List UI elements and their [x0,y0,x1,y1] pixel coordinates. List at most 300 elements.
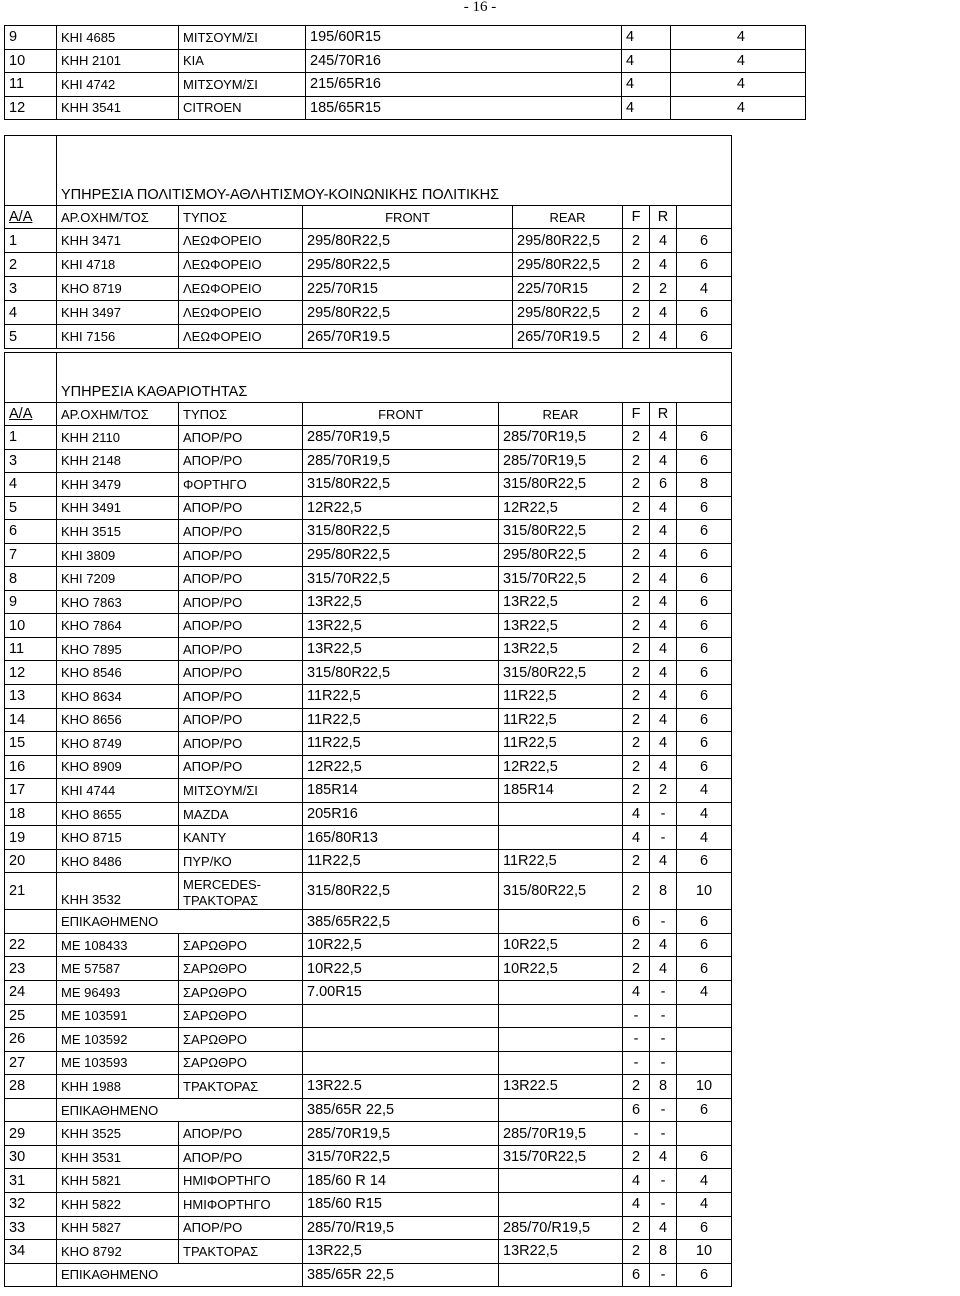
table-row [5,849,732,873]
rear-tire [499,1192,623,1216]
rear-tire: 315/70R22,5 [499,567,623,591]
vehicle-type: ΜΙΤΣΟΥΜ/ΣΙ [179,779,303,803]
column-header-type: ΤΥΠΟΣ [179,403,303,426]
rear-count: 2 [650,277,677,301]
rear-tire: 285/70R19,5 [499,426,623,450]
plate-number: ΚΗΟ 8655 [57,802,179,826]
row-number: 24 [5,981,57,1005]
row-number: 20 [5,849,57,873]
row-number: 7 [5,543,57,567]
vehicle-type: ΑΠΟΡ/ΡΟ [179,661,303,685]
column-header-f: F [623,403,650,426]
vehicle-type: ΣΑΡΩΘΡΟ [179,957,303,981]
rear-count: 4 [650,1216,677,1240]
table-row [5,1075,732,1099]
plate-number: ΚΗΗ 5822 [57,1192,179,1216]
rear-count: - [650,1192,677,1216]
rear-count: - [650,1263,677,1287]
front-tire [303,1028,499,1052]
rear-count: 4 [650,1145,677,1169]
plate-number: ΚΗΗ 3531 [57,1145,179,1169]
front-tire: 295/80R22,5 [303,543,499,567]
total-count: 8 [677,473,732,497]
front-tire: 13R22,5 [303,637,499,661]
front-count: 2 [623,449,650,473]
column-header-front: FRONT [303,403,499,426]
total-count: 6 [677,933,732,957]
front-tire: 315/80R22,5 [303,873,499,910]
row-number: 6 [5,520,57,544]
table-row [5,1192,732,1216]
blank-cell [677,403,732,426]
front-count: 2 [623,520,650,544]
row-number: 33 [5,1216,57,1240]
vehicle-type: ΑΠΟΡ/ΡΟ [179,755,303,779]
plate-number: ΚΗΙ 7209 [57,567,179,591]
row-number: 5 [5,496,57,520]
column-header-aa: Α/Α [5,403,57,426]
vehicle-type: ΑΠΟΡ/ΡΟ [179,567,303,591]
table-row [5,1216,732,1240]
tire-size: 185/65R15 [306,96,622,120]
row-number [5,1098,57,1122]
front-count: 2 [623,614,650,638]
rear-tire: 13R22,5 [499,1240,623,1264]
total-count: 6 [677,957,732,981]
front-tire: 285/70R19,5 [303,1122,499,1146]
rear-count: - [650,1098,677,1122]
plate-number: ΚΗΗ 3541 [57,96,179,120]
front-count: 4 [623,1192,650,1216]
section-title: ΥΠΗΡΕΣΙΑ ΚΑΘΑΡΙΟΤΗΤΑΣ [57,353,732,403]
plate-number: ΚΗΗ 3471 [57,229,179,253]
rear-tire: 11R22,5 [499,732,623,756]
front-count: 2 [623,849,650,873]
total-count: 6 [677,229,732,253]
tire-size: 215/65R16 [306,73,622,97]
rear-tire: 265/70R19.5 [513,325,623,349]
front-tire: 185R14 [303,779,499,803]
rear-tire: 295/80R22,5 [513,253,623,277]
row-number: 11 [5,73,57,97]
front-count: 6 [623,1098,650,1122]
total-count: 6 [677,496,732,520]
plate-number: ΚΗΙ 4744 [57,779,179,803]
plate-number: ΚΗΟ 7864 [57,614,179,638]
column-header-r: R [650,206,677,229]
table-row [5,473,732,497]
front-tire: 295/80R22,5 [303,253,513,277]
total-count: 10 [677,873,732,910]
front-count: 4 [623,826,650,850]
plate-number: ΚΗΙ 4685 [57,26,179,50]
front-tire: 11R22,5 [303,732,499,756]
row-number: 10 [5,614,57,638]
vehicle-type: ΜΙΤΣΟΥΜ/ΣΙ [179,73,306,97]
vehicle-type: ΤΡΑΚΤΟΡΑΣ [179,1240,303,1264]
table-row [5,732,732,756]
front-count: 2 [623,755,650,779]
rear-count: 4 [650,708,677,732]
row-number: 25 [5,1004,57,1028]
vehicle-type: ΑΠΟΡ/ΡΟ [179,614,303,638]
plate-number: ΚΗΗ 3491 [57,496,179,520]
front-tire: 265/70R19.5 [303,325,513,349]
rear-count: - [650,1028,677,1052]
row-number: 1 [5,426,57,450]
plate-number: ΚΗΙ 4742 [57,73,179,97]
vehicle-type: ΑΠΟΡ/ΡΟ [179,1216,303,1240]
table-row [5,1098,732,1122]
rear-tire [499,1028,623,1052]
plate-number: ΚΗΗ 2148 [57,449,179,473]
table-row [5,253,732,277]
rear-tire: 11R22,5 [499,708,623,732]
rear-count: 4 [650,685,677,709]
row-number: 18 [5,802,57,826]
total-count: 4 [677,981,732,1005]
header-row [5,403,732,426]
plate-number: ΜΕ 108433 [57,933,179,957]
front-count: 4 [623,981,650,1005]
column-header-plate: ΑΡ.ΟΧΗΜ/ΤΟΣ [57,403,179,426]
rear-tire: 13R22,5 [499,637,623,661]
row-number: 4 [5,301,57,325]
vehicle-type: ΛΕΩΦΟΡΕΙΟ [179,229,303,253]
row-number: 4 [5,473,57,497]
rear-tire: 315/80R22,5 [499,661,623,685]
front-count: - [623,1122,650,1146]
table-row [5,229,732,253]
vehicle-type: ΗΜΙΦΟΡΤΗΓΟ [179,1192,303,1216]
table-row [5,1004,732,1028]
column-header-rear: REAR [499,403,623,426]
front-count: 4 [622,49,671,73]
section-title: ΥΠΗΡΕΣΙΑ ΠΟΛΙΤΙΣΜΟΥ-ΑΘΛΗΤΙΣΜΟΥ-ΚΟΙΝΩΝΙΚΗΣ ΠΟΛΙΤΙΚΗΣ [57,136,732,206]
front-count: 2 [623,933,650,957]
table-row [5,49,806,73]
rear-tire: 13R22,5 [499,590,623,614]
table-row [5,590,732,614]
rear-tire: 285/70R19,5 [499,449,623,473]
row-number: 15 [5,732,57,756]
front-count: 2 [623,661,650,685]
vehicle-type: ΑΠΟΡ/ΡΟ [179,637,303,661]
row-number: 19 [5,826,57,850]
front-tire: 285/70R19,5 [303,426,499,450]
rear-tire: 11R22,5 [499,685,623,709]
table-row [5,1240,732,1264]
rear-tire [499,826,623,850]
front-count: 2 [623,567,650,591]
front-tire: 10R22,5 [303,957,499,981]
tire-size: 195/60R15 [306,26,622,50]
vehicle-type: CITROEN [179,96,306,120]
plate-number: ΚΗΟ 8634 [57,685,179,709]
rear-count: 4 [650,614,677,638]
total-count: 6 [677,1263,732,1287]
row-number [5,910,57,934]
front-count: - [623,1028,650,1052]
plate-number: ΚΗΙ 4718 [57,253,179,277]
row-number: 14 [5,708,57,732]
vehicle-type: ΑΠΟΡ/ΡΟ [179,708,303,732]
total-count: 6 [677,661,732,685]
rear-tire [499,1051,623,1075]
rear-count: - [650,910,677,934]
row-number: 1 [5,229,57,253]
table-row [5,496,732,520]
front-tire: 385/65R 22,5 [303,1098,499,1122]
front-count: 2 [623,1145,650,1169]
row-number: 32 [5,1192,57,1216]
row-number: 29 [5,1122,57,1146]
total-count: 6 [677,301,732,325]
total-count: 10 [677,1075,732,1099]
table-row [5,96,806,120]
table-row [5,661,732,685]
rear-count: 2 [650,779,677,803]
table-row [5,685,732,709]
vehicle-type: ΣΑΡΩΘΡΟ [179,1004,303,1028]
row-number: 8 [5,567,57,591]
table-row [5,779,732,803]
plate-number: ΜΕ 57587 [57,957,179,981]
plate-number: ΚΗΗ 1988 [57,1075,179,1099]
rear-count: 8 [650,1240,677,1264]
plate-number: ΚΗΗ 3479 [57,473,179,497]
front-tire: 13R22,5 [303,614,499,638]
total-count [677,1028,732,1052]
row-number: 22 [5,933,57,957]
table-row [5,1028,732,1052]
table-row [5,301,732,325]
vehicle-type: ΤΡΑΚΤΟΡΑΣ [179,1075,303,1099]
row-number: 5 [5,325,57,349]
table-row [5,277,732,301]
table-row [5,708,732,732]
total-count: 6 [677,637,732,661]
table-row [5,449,732,473]
column-header-f: F [623,206,650,229]
plate-number: ΚΗΟ 8486 [57,849,179,873]
rear-tire [499,910,623,934]
row-number: 34 [5,1240,57,1264]
rear-count: 4 [650,933,677,957]
table-row [5,755,732,779]
total-count: 6 [677,325,732,349]
vehicle-type: ΑΠΟΡ/ΡΟ [179,543,303,567]
total-count: 6 [677,685,732,709]
table-row [5,933,732,957]
row-number: 9 [5,26,57,50]
front-tire: 13R22,5 [303,1240,499,1264]
front-count: 2 [623,1216,650,1240]
front-count: 2 [623,1240,650,1264]
plate-number: ΚΗΟ 8656 [57,708,179,732]
rear-count: 6 [650,473,677,497]
front-tire: 165/80R13 [303,826,499,850]
rear-tire: 315/80R22,5 [499,473,623,497]
rear-tire: 10R22,5 [499,957,623,981]
front-count: 2 [623,637,650,661]
row-number: 2 [5,253,57,277]
rear-tire: 295/80R22,5 [513,229,623,253]
table-row [5,1169,732,1193]
vehicle-type: ΛΕΩΦΟΡΕΙΟ [179,325,303,349]
total-count: 6 [677,1098,732,1122]
plate-number: ΚΗΗ 2110 [57,426,179,450]
row-number: 3 [5,449,57,473]
rear-count: 4 [650,496,677,520]
front-tire: 11R22,5 [303,849,499,873]
total-count: 4 [677,1192,732,1216]
column-header-r: R [650,403,677,426]
vehicle-type: ΛΕΩΦΟΡΕΙΟ [179,277,303,301]
vehicle-type: ΑΠΟΡ/ΡΟ [179,449,303,473]
header-row [5,206,732,229]
rear-count: 4 [650,426,677,450]
row-number: 27 [5,1051,57,1075]
front-tire: 185/60 R 14 [303,1169,499,1193]
total-count: 6 [677,1216,732,1240]
plate-number: ΕΠΙΚΑΘΗΜΕΝΟ [57,1263,303,1287]
vehicle-type: ΚΑΝΤΥ [179,826,303,850]
front-tire: 11R22,5 [303,685,499,709]
front-tire: 315/80R22,5 [303,661,499,685]
front-count: 2 [623,253,650,277]
total-count: 6 [677,708,732,732]
plate-number: ΚΗΗ 5821 [57,1169,179,1193]
row-number: 21 [5,873,57,910]
front-count: 2 [623,496,650,520]
front-tire: 11R22,5 [303,708,499,732]
plate-number: ΚΗΙ 7156 [57,325,179,349]
front-count: 2 [623,473,650,497]
rear-count: 4 [671,49,806,73]
front-count: - [623,1004,650,1028]
vehicle-type: ΜΙΤΣΟΥΜ/ΣΙ [179,26,306,50]
table-row [5,543,732,567]
row-number [5,1263,57,1287]
rear-tire: 225/70R15 [513,277,623,301]
plate-number: ΚΗΗ 3532 [57,873,179,910]
rear-tire: 12R22,5 [499,755,623,779]
total-count: 6 [677,849,732,873]
plate-number: ΚΗΗ 3525 [57,1122,179,1146]
total-count: 6 [677,614,732,638]
plate-number: ΜΕ 103591 [57,1004,179,1028]
rear-tire: 13R22.5 [499,1075,623,1099]
front-count: 2 [623,685,650,709]
table-row [5,981,732,1005]
front-count: 2 [623,325,650,349]
rear-count: - [650,1004,677,1028]
table-row [5,26,806,50]
rear-tire: 185R14 [499,779,623,803]
total-count [677,1051,732,1075]
row-number: 13 [5,685,57,709]
rear-count: 4 [650,732,677,756]
vehicle-type: ΑΠΟΡ/ΡΟ [179,590,303,614]
vehicle-type: MAZDA [179,802,303,826]
column-header-plate: ΑΡ.ΟΧΗΜ/ΤΟΣ [57,206,179,229]
total-count: 6 [677,543,732,567]
front-count: 2 [623,873,650,910]
plate-number: ΚΗΟ 7863 [57,590,179,614]
rear-count: 4 [650,637,677,661]
column-header-front: FRONT [303,206,513,229]
front-count: 2 [623,708,650,732]
table-row [5,802,732,826]
rear-count: 8 [650,1075,677,1099]
front-tire: 315/80R22,5 [303,473,499,497]
table-row [5,910,732,934]
front-tire: 13R22,5 [303,590,499,614]
front-tire: 315/70R22,5 [303,567,499,591]
front-tire: 185/60 R15 [303,1192,499,1216]
total-count: 6 [677,590,732,614]
front-tire: 225/70R15 [303,277,513,301]
front-count: 2 [623,590,650,614]
front-count: 4 [623,1169,650,1193]
vehicle-type: ΚΙΑ [179,49,306,73]
front-tire: 385/65R22,5 [303,910,499,934]
total-count: 6 [677,755,732,779]
front-tire: 285/70R19,5 [303,449,499,473]
total-count [677,1122,732,1146]
front-tire: 13R22.5 [303,1075,499,1099]
rear-tire: 285/70R19,5 [499,1122,623,1146]
plate-number: ΚΗΙ 3809 [57,543,179,567]
front-tire: 295/80R22,5 [303,301,513,325]
blank-cell [5,353,57,403]
vehicle-type: ΛΕΩΦΟΡΕΙΟ [179,253,303,277]
plate-number: ΕΠΙΚΑΘΗΜΕΝΟ [57,910,303,934]
total-count: 6 [677,910,732,934]
front-count: 6 [623,910,650,934]
front-tire: 315/70R22,5 [303,1145,499,1169]
rear-tire: 13R22,5 [499,614,623,638]
table-row [5,73,806,97]
front-count: 6 [623,1263,650,1287]
rear-count: 4 [650,661,677,685]
total-count: 6 [677,449,732,473]
row-number: 10 [5,49,57,73]
blank-cell [5,136,57,206]
front-tire: 12R22,5 [303,755,499,779]
rear-tire [499,1098,623,1122]
table-row [5,1145,732,1169]
cleaning-service-table [4,352,732,1287]
vehicle-type: ΣΑΡΩΘΡΟ [179,1051,303,1075]
vehicle-type: ΠΥΡ/ΚΟ [179,849,303,873]
front-tire: 285/70/R19,5 [303,1216,499,1240]
total-count: 4 [677,779,732,803]
vehicle-type: ΑΠΟΡ/ΡΟ [179,685,303,709]
rear-tire: 315/80R22,5 [499,520,623,544]
plate-number: ΚΗΟ 8749 [57,732,179,756]
rear-tire [499,1169,623,1193]
front-count: 2 [623,957,650,981]
table-row [5,637,732,661]
front-tire [303,1004,499,1028]
rear-tire: 315/70R22,5 [499,1145,623,1169]
plate-number: ΕΠΙΚΑΘΗΜΕΝΟ [57,1098,303,1122]
front-count: 2 [623,426,650,450]
plate-number: ΜΕ 103593 [57,1051,179,1075]
plate-number: ΚΗΟ 8792 [57,1240,179,1264]
